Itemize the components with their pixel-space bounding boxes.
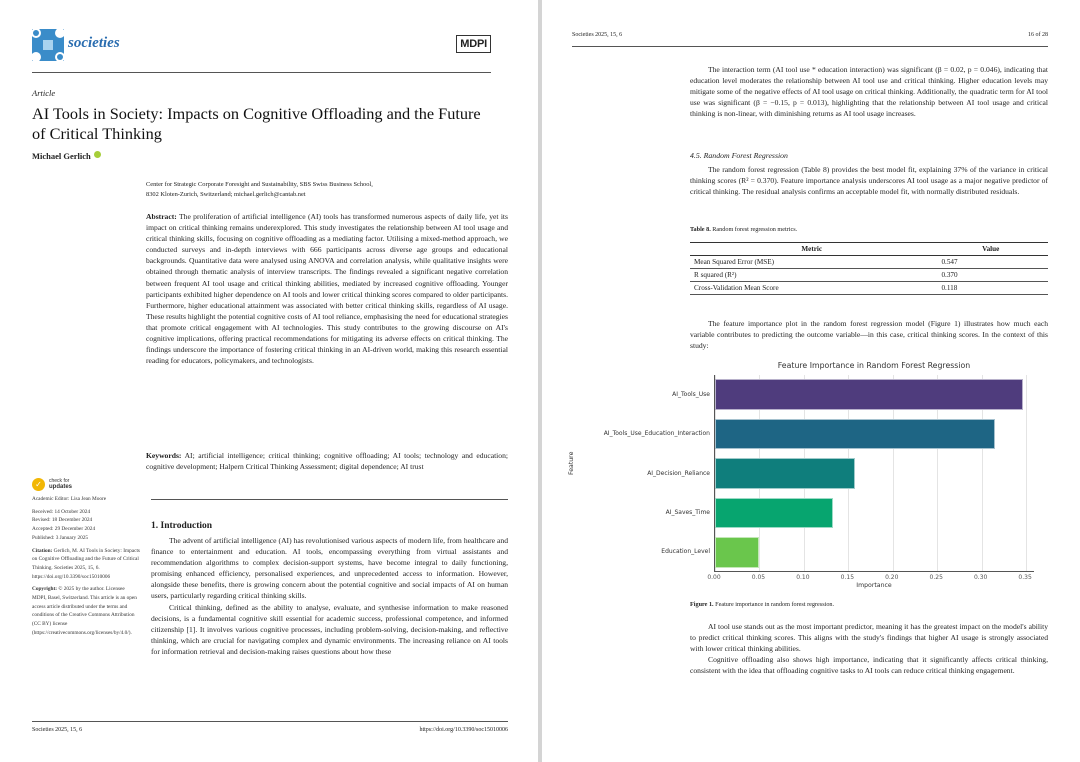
x-axis-title: Importance bbox=[856, 582, 892, 589]
y-tick-label: AI_Saves_Time bbox=[665, 508, 710, 516]
abstract bbox=[146, 211, 508, 366]
bar-education-level bbox=[715, 537, 759, 568]
footer-journal: Societies 2025, 15, 6 bbox=[32, 727, 83, 733]
table-row bbox=[690, 256, 1048, 269]
chart-title: Feature Importance in Random Forest Regression bbox=[777, 361, 971, 370]
x-tick-label: 0.30 bbox=[973, 574, 988, 581]
paragraph-interaction-term: The interaction term (AI tool use * education interaction) was significant (β = 0.02, p = 0.046), indicating that education level moderates the relationship between AI tool use and critical thinking. Higher education levels may mitigate some of the negative effects of AI tool usage on critical thinking. Additionally, the quadratic term for AI tool use was significant (β = −0.15, p = 0.013), highlighting that the relationship between AI tool usage and critical thinking is non-linear, with diminishing returns as AI tool usage increases. bbox=[690, 65, 1048, 119]
keywords-text: AI; artificial intelligence; critical thinking; cognitive offloading; AI tools; technology and education; cognitive development; Halpern Critical Thinking Assessment; digital dependence; AI trust bbox=[146, 451, 508, 472]
section-heading-introduction: 1. Introduction bbox=[151, 521, 213, 531]
table-row bbox=[690, 282, 1048, 295]
metric-cell: R squared (R²) bbox=[690, 269, 933, 282]
received-date: Received: 14 October 2024 bbox=[32, 508, 91, 515]
intro-paragraph-2: Critical thinking, defined as the ability to analyse, evaluate, and synthesise information to make reasoned decisions, is a fundamental cognitive skill essential for academic success, professional competence, and informed citizenship [1]. It involves various cognitive processes, including problem-solving, decision-making, and reflective thinking, which are crucial for navigating complex and dynamic environments. The increasing reliance on AI tools for information retrieval and decision-making raises questions about how these bbox=[151, 602, 508, 656]
article-info-sidebar bbox=[32, 478, 140, 638]
gridline bbox=[1026, 375, 1027, 571]
check-updates-line1: check for bbox=[49, 478, 70, 484]
citation-label: Citation: bbox=[32, 547, 53, 554]
affiliation-line-1: Center for Strategic Corporate Foresight and Sustainability, SBS Swiss Business School, bbox=[146, 181, 373, 188]
abstract-label: Abstract: bbox=[146, 212, 177, 221]
keywords-label: Keywords: bbox=[146, 451, 182, 460]
table-header-row bbox=[690, 243, 1048, 256]
y-tick-label: AI_Tools_Use bbox=[672, 390, 710, 398]
figure-caption-text: Feature importance in random forest regression. bbox=[715, 601, 835, 608]
page-right bbox=[542, 0, 1080, 762]
paragraph-ai-tool-use: AI tool use stands out as the most important predictor, meaning it has the greatest impact on the model's ability to predict critical thinking scores. This aligns with the study's findings that higher AI usage is strongly associated with lower critical thinking abilities. bbox=[690, 622, 1048, 654]
value-cell: 0.118 bbox=[933, 282, 1048, 295]
y-tick-label: AI_Decision_Reliance bbox=[647, 469, 710, 477]
paragraph-feature-importance: The feature importance plot in the random forest regression model (Figure 1) illustrates how much each variable contributes to predicting the outcome variable—in this case, critical thinking scores. In the context of this study: bbox=[690, 319, 1048, 351]
journal-name: societies bbox=[68, 35, 120, 51]
intro-paragraph-1: The advent of artificial intelligence (AI) has revolutionised various aspects of modern life, from healthcare and finance to entertainment and education. AI tools, encompassing everything from virtual assistants and recommendation algorithms to complex decision-support systems, have become integral to daily functioning, promising enhanced efficiency, personalised experiences, and unprecedented access to information. However, alongside these benefits, there is growing concern about the potential cognitive and social impacts of AI on human users, particularly regarding critical thinking skills. bbox=[151, 536, 508, 601]
y-axis-title: Feature bbox=[568, 451, 575, 475]
accepted-date: Accepted: 29 December 2024 bbox=[32, 526, 96, 533]
paper-title: AI Tools in Society: Impacts on Cognitive Offloading and the Future of Critical Thinking bbox=[32, 104, 481, 143]
bar-ai-tools-use-education-interaction bbox=[715, 419, 995, 450]
y-tick-label: Education_Level bbox=[661, 548, 710, 556]
y-tick-label: AI_Tools_Use_Education_Interaction bbox=[603, 430, 710, 438]
bar-ai-tools-use bbox=[715, 379, 1023, 410]
value-cell: 0.370 bbox=[933, 269, 1048, 282]
academic-editor: Academic Editor: Lisa Jean Moore bbox=[32, 496, 107, 502]
author-name[interactable]: Michael Gerlich bbox=[32, 151, 91, 161]
bar-ai-decision-reliance bbox=[715, 458, 855, 489]
table-caption bbox=[690, 226, 797, 233]
running-header-journal: Societies 2025, 15, 6 bbox=[572, 32, 623, 38]
value-cell: 0.547 bbox=[933, 256, 1048, 269]
x-tick-label: 0.05 bbox=[751, 574, 766, 581]
affiliation bbox=[146, 180, 486, 200]
keywords bbox=[146, 450, 508, 472]
article-type: Article bbox=[32, 88, 56, 98]
abstract-text: The proliferation of artificial intelligence (AI) tools has transformed numerous aspects of daily life, yet its impact on critical thinking remains underexplored. This study investigates the relationship between AI tool usage and critical thinking skills, focusing on cognitive offloading as a mediating factor. Utilising a mixed-method approach, we conducted surveys and in-depth interviews with 666 participants across diverse age groups and educational backgrounds. Quantitative data were analysed using ANOVA and correlation analysis, while qualitative insights were obtained through thematic analysis of interview transcripts. The findings revealed a significant negative correlation between frequent AI tool usage and critical thinking abilities, mediated by increased cognitive offloading. Younger participants exhibited higher dependence on AI tools and lower critical thinking scores compared to older participants. Furthermore, higher educational attainment was associated with better critical thinking skills, regardless of AI usage. These results highlight the potential cognitive costs of AI tool reliance, emphasising the need for educational strategies that promote critical engagement with AI technologies. This study contributes to the growing discourse on AI's cognitive implications, offering practical recommendations for mitigating its adverse effects on critical thinking. The findings underscore the importance of fostering critical thinking in an AI-driven world, making this research essential reading for educators, policymakers, and technologists. bbox=[146, 212, 508, 366]
x-tick-label: 0.15 bbox=[840, 574, 855, 581]
citation-text: Gerlich, M. AI Tools in Society: Impacts on Cognitive Offloading and the Future of Critical Thinking. Societies 2025, 15, 6. https://doi.org/10.3390/soc15010006 bbox=[32, 547, 140, 580]
column-header-value: Value bbox=[933, 243, 1048, 256]
page-gutter bbox=[538, 0, 542, 762]
feature-importance-chart bbox=[542, 355, 1080, 595]
x-tick-label: 0.25 bbox=[929, 574, 943, 581]
published-date: Published: 3 January 2025 bbox=[32, 534, 89, 541]
page-left bbox=[0, 0, 538, 762]
copyright-label: Copyright: bbox=[32, 586, 58, 593]
affiliation-line-2: 8302 Kloten-Zurich, Switzerland; michael.gerlich@cantab.net bbox=[146, 191, 306, 198]
column-header-metric: Metric bbox=[690, 243, 933, 256]
check-for-updates-button[interactable] bbox=[32, 478, 140, 491]
copyright-text: © 2025 by the author. Licensee MDPI, Basel, Switzerland. This article is an open access article distributed under the terms and conditions of the Creative Commons Attribution (CC BY) license (https://creativecommons.org/licenses/by/4.0/). bbox=[32, 586, 137, 636]
figure-caption-label: Figure 1. bbox=[690, 601, 714, 608]
checkmark-icon: ✓ bbox=[32, 478, 45, 491]
orcid-icon[interactable] bbox=[94, 151, 101, 158]
citation bbox=[32, 547, 140, 582]
footer-doi-link[interactable]: https://doi.org/10.3390/soc15010006 bbox=[419, 727, 508, 733]
table-row bbox=[690, 269, 1048, 282]
metric-cell: Mean Squared Error (MSE) bbox=[690, 256, 933, 269]
header-rule bbox=[572, 46, 1048, 47]
metric-cell: Cross-Validation Mean Score bbox=[690, 282, 933, 295]
header-rule bbox=[32, 72, 491, 73]
table-caption-label: Table 8. bbox=[690, 226, 711, 233]
x-tick-label: 0.20 bbox=[885, 574, 899, 581]
x-tick-label: 0.00 bbox=[707, 574, 721, 581]
x-tick-label: 0.10 bbox=[796, 574, 810, 581]
plot-area bbox=[714, 375, 1034, 572]
metrics-table bbox=[690, 242, 1048, 295]
paragraph-cognitive-offloading: Cognitive offloading also shows high importance, indicating that it significantly affects critical thinking, consistent with the idea that offloading cognitive tasks to AI tools can reduce critical thinking engagement. bbox=[690, 655, 1048, 676]
mdpi-logo: MDPI bbox=[456, 35, 491, 53]
x-tick-label: 0.35 bbox=[1018, 574, 1032, 581]
societies-logo-icon bbox=[32, 29, 64, 61]
check-updates-line2: updates bbox=[49, 483, 73, 490]
paragraph-random-forest: The random forest regression (Table 8) provides the best model fit, explaining 37% of the variance in critical thinking scores (R² = 0.370). Feature importance analysis underscores AI tool usage as a major negative predictor of critical thinking. The residual analysis confirms an acceptable model fit, with normally distributed residuals. bbox=[690, 165, 1048, 197]
introduction-body bbox=[151, 535, 508, 657]
revised-date: Revised: 18 December 2024 bbox=[32, 517, 93, 524]
bar-ai-saves-time bbox=[715, 498, 833, 529]
abstract-rule bbox=[151, 499, 508, 500]
author bbox=[32, 151, 101, 161]
subsection-heading: 4.5. Random Forest Regression bbox=[690, 151, 788, 160]
page-number: 16 of 28 bbox=[1028, 32, 1048, 38]
table-caption-text: Random forest regression metrics. bbox=[712, 226, 798, 233]
footer-rule bbox=[32, 721, 508, 722]
journal-header bbox=[32, 29, 491, 73]
copyright bbox=[32, 585, 140, 637]
figure-caption bbox=[690, 601, 834, 608]
